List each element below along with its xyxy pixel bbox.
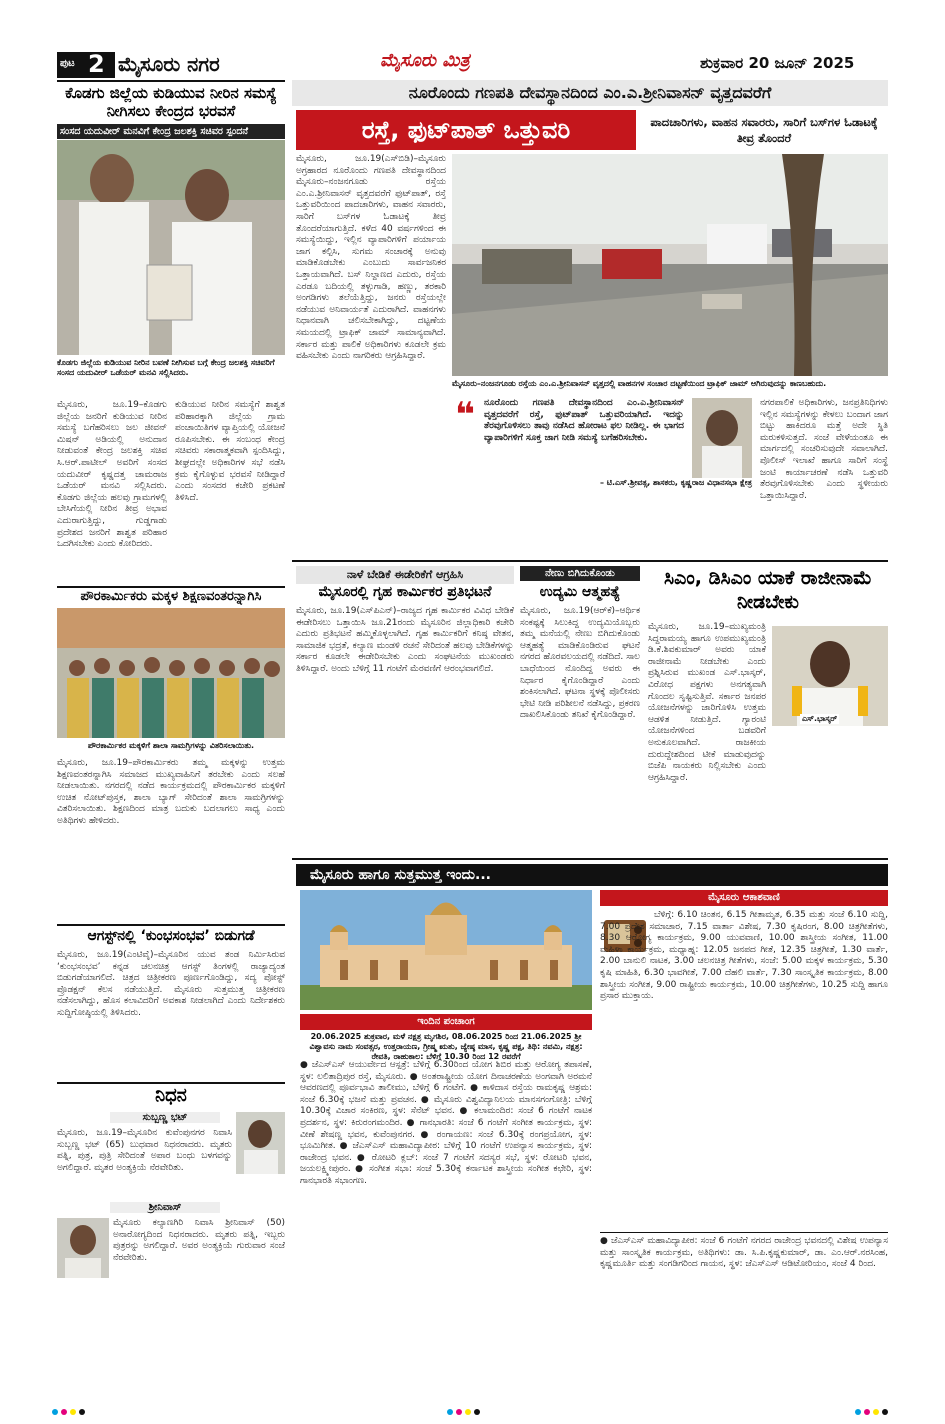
panchanga-title: ಇಂದಿನ ಪಂಚಾಂಗ xyxy=(300,1014,592,1030)
paper-logo: ಮೈಸೂರು ಮಿತ್ರ xyxy=(380,50,470,71)
photo-mysore-palace xyxy=(300,890,592,1010)
issue-date: ಶುಕ್ರವಾರ 20 ಜೂನ್ 2025 xyxy=(700,54,855,72)
obituary-1-body: ಮೈಸೂರು, ಜೂ.19–ಮೈಸೂರಿನ ಕುವೆಂಪುನಗರ ನಿವಾಸಿ ಸುಬ್ಬಣ್ಣ ಭಟ್ (65) ಬುಧವಾರ ನಿಧನರಾದರು. ಮೃತರು ಪತ್ನಿ, ಪುತ್ರ, ಪುತ್ರಿ ಸೇರಿದಂತೆ ಅಪಾರ ಬಂಧು ಬಳಗವನ್ನು ಅಗಲಿದ್ದಾರೆ. ಮೃತರ ಅಂತ್ಯಕ್ರಿಯೆ ನೆರವೇರಿತು. xyxy=(57,1128,232,1173)
second-row-bottom-rule xyxy=(292,858,888,860)
cm-body: ಮೈಸೂರು, ಜೂ.19–ಮುಖ್ಯಮಂತ್ರಿ ಸಿದ್ದರಾಮಯ್ಯ ಹಾಗೂ ಉಪಮುಖ್ಯಮಂತ್ರಿ ಡಿ.ಕೆ.ಶಿವಕುಮಾರ್ ಅವರು ಯಾಕೆ ರಾಜೀನಾಮೆ ನೀಡಬೇಕು ಎಂದು ಪ್ರಶ್ನಿಸಿರುವ ಮುಖಂಡ ಎಸ್.ಭಾಸ್ಕರ್, ವಿರೋಧ ಪಕ್ಷಗಳು ಅನಗತ್ಯವಾಗಿ ಗೊಂದಲ ಸೃಷ್ಟಿಸುತ್ತಿವೆ. ಸರ್ಕಾರ ಜನಪರ ಯೋಜನೆಗಳನ್ನು ಜಾರಿಗೊಳಿಸಿ ಉತ್ತಮ ಆಡಳಿತ ನೀಡುತ್ತಿದೆ. ಗ್ಯಾರಂಟಿ ಯೋಜನೆಗಳಿಂದ ಬಡವರಿಗೆ ಅನುಕೂಲವಾಗಿದೆ. ರಾಜಕೀಯ ದುರುದ್ದೇಶದಿಂದ ಟೀಕೆ ಮಾಡುವುದನ್ನು ಬಿಜೆಪಿ ನಾಯಕರು ನಿಲ್ಲಿಸಬೇಕು ಎಂದು ಆಗ್ರಹಿಸಿದ್ದಾರೆ. xyxy=(648,622,766,783)
top-story-bottom-rule xyxy=(292,560,888,562)
obituary-rule xyxy=(57,1082,285,1084)
suicide-headline: ಉದ್ಯಮಿ ಆತ್ಮಹತ್ಯೆ xyxy=(539,584,621,600)
left-story-subhead: ಸಂಸದ ಯದುವೀರ್ ಮನವಿಗೆ ಕೇಂದ್ರ ಜಲಶಕ್ತಿ ಸಚಿವರ ಸ್ಪಂದನೆ xyxy=(57,124,285,139)
photo-obituary-1 xyxy=(236,1112,285,1174)
obituary-1-name: ಸುಬ್ಬಣ್ಣ ಭಟ್ xyxy=(110,1112,220,1123)
kumbha-rule xyxy=(57,924,285,926)
print-registration-marks xyxy=(50,1402,895,1412)
events-list: ● ಜೆಎಸ್‌ಎಸ್ ಆಯುರ್ವೇದ ಆಸ್ಪತ್ರೆ: ಬೆಳಿಗ್ಗೆ 6.30ರಿಂದ ಯೋಗ ಶಿಬಿರ ಮತ್ತು ಆರೋಗ್ಯ ತಪಾಸಣೆ, ಸ್ಥಳ: ಲಲಿತಾದ್ರಿಪುರ ರಸ್ತೆ, ಮೈಸೂರು. ● ಅಂತರಾಷ್ಟ್ರೀಯ ಯೋಗ ದಿನಾಚರಣೆಯ ಅಂಗವಾಗಿ ಅರಮನೆ ಆವರಣದಲ್ಲಿ ಪೂರ್ವಭಾವಿ ತಾಲೀಮು, ಬೆಳಿಗ್ಗೆ 6 ಗಂಟೆಗೆ. ● ಕಾಳಿದಾಸ ರಸ್ತೆಯ ರಾಮಕೃಷ್ಣ ಆಶ್ರಮ: ಸಂಜೆ 6.30ಕ್ಕೆ ಭಜನೆ ಮತ್ತು ಪ್ರವಚನ. ● ಮೈಸೂರು ವಿಶ್ವವಿದ್ಯಾನಿಲಯ ಮಾನಸಗಂಗೋತ್ರಿ: ಬೆಳಿಗ್ಗೆ 10.30ಕ್ಕೆ ವಿಚಾರ ಸಂಕಿರಣ, ಸ್ಥಳ: ಸೆನೆಟ್ ಭವನ. ● ಕಲಾಮಂದಿರ: ಸಂಜೆ 6 ಗಂಟೆಗೆ ನಾಟಕ ಪ್ರದರ್ಶನ, ಸ್ಥಳ: ಕಿರುರಂಗಮಂದಿರ. ● ಗಾನಭಾರತಿ: ಸಂಜೆ 6 ಗಂಟೆಗೆ ಸಂಗೀತ ಕಾರ್ಯಕ್ರಮ, ಸ್ಥಳ: ವೀಣೆ ಶೇಷಣ್ಣ ಭವನ, ಕುವೆಂಪುನಗರ. ● ರಂಗಾಯಣ: ಸಂಜೆ 6.30ಕ್ಕೆ ರಂಗಪ್ರಯೋಗ, ಸ್ಥಳ: ಭೂಮಿಗೀತ. ● ಜೆಎಸ್‌ಎಸ್ ಮಹಾವಿದ್ಯಾಪೀಠ: ಬೆಳಿಗ್ಗೆ 10 ಗಂಟೆಗೆ ಉಪನ್ಯಾಸ ಕಾರ್ಯಕ್ರಮ, ಸ್ಥಳ: ರಾಜೇಂದ್ರ ಭವನ. ● ರೋಟರಿ ಕ್ಲಬ್: ಸಂಜೆ 7 ಗಂಟೆಗೆ ಸದಸ್ಯರ ಸಭೆ, ಸ್ಥಳ: ರೋಟರಿ ಭವನ, ಜಯಲಕ್ಷ್ಮೀಪುರಂ. ● ಸಂಗೀತ ಸಭಾ: ಸಂಜೆ 5.30ಕ್ಕೆ ಕರ್ನಾಟಕ ಶಾಸ್ತ್ರೀಯ ಸಂಗೀತ ಕಛೇರಿ, ಸ್ಥಳ: ಗಾನಭಾರತಿ ಸಭಾಂಗಣ. xyxy=(300,1060,592,1186)
photo-pourakarmika-group xyxy=(57,608,285,738)
kumbha-body: ಮೈಸೂರು, ಜೂ.19(ಎಂಟಿವೈ)–ಮೈಸೂರಿನ ಯುವ ತಂಡ ನಿರ್ಮಿಸಿರುವ ‘ಕುಂಭಸಂಭವ’ ಕನ್ನಡ ಚಲನಚಿತ್ರ ಆಗಸ್ಟ್ ತಿಂಗಳಲ್ಲಿ ರಾಜ್ಯಾದ್ಯಂತ ಬಿಡುಗಡೆಯಾಗಲಿದೆ. ಚಿತ್ರದ ಚಿತ್ರೀಕರಣ ಪೂರ್ಣಗೊಂಡಿದ್ದು, ಸದ್ಯ ಪೋಸ್ಟ್ ಪ್ರೊಡಕ್ಷನ್ ಕೆಲಸ ನಡೆಯುತ್ತಿದೆ. ಮೈಸೂರು ಸುತ್ತಮುತ್ತ ಚಿತ್ರೀಕರಣ ನಡೆಸಲಾಗಿದ್ದು, ಹೊಸ ಕಲಾವಿದರಿಗೆ ಅವಕಾಶ ನೀಡಲಾಗಿದೆ ಎಂದು ನಿರ್ದೇಶಕರು ಸುದ್ದಿಗೋಷ್ಠಿಯಲ್ಲಿ ತಿಳಿಸಿದರು. xyxy=(57,950,285,1018)
masthead xyxy=(0,0,945,78)
pourakarmika-headline: ಪೌರಕಾರ್ಮಿಕರು ಮಕ್ಕಳ ಶಿಕ್ಷಣವಂತರನ್ನಾಗಿಸಿ xyxy=(80,589,262,604)
top-story-quote: ನೂರೊಂದು ಗಣಪತಿ ದೇವಸ್ಥಾನದಿಂದ ಎಂ.ಎ.ಶ್ರೀನಿವಾಸನ್ ವೃತ್ತದವರೆಗೆ ರಸ್ತೆ, ಫುಟ್‌ಪಾತ್ ಒತ್ತುವರಿಯಾಗಿದೆ. ಇದನ್ನು ತೆರವುಗೊಳಿಸಲು ತಾವು ನಡೆಸಿದ ಹೋರಾಟ ಫಲ ನೀಡಿಲ್ಲ. ಈ ಭಾಗದ ವ್ಯಾಪಾರಿಗಳಿಗೆ ಸೂಕ್ತ ಜಾಗ ನೀಡಿ ಸಮಸ್ಯೆ ಬಗೆಹರಿಸಬೇಕು. xyxy=(484,398,684,443)
bhaskar-photo-label: ಎಸ್.ಭಾಸ್ಕರ್ xyxy=(802,714,838,723)
suicide-kicker: ನೇಣು ಬಿಗಿದುಕೊಂಡು xyxy=(520,566,640,581)
top-story-kicker: ನೂರೊಂದು ಗಣಪತಿ ದೇವಸ್ಥಾನದಿಂದ ಎಂ.ಎ.ಶ್ರೀನಿವಾಸನ್ ವೃತ್ತದವರೆಗೆ xyxy=(292,80,888,106)
top-story-photo-caption: ಮೈಸೂರು–ನಂಜನಗೂಡು ರಸ್ತೆಯ ಎಂ.ಎ.ಶ್ರೀನಿವಾಸನ್ ವೃತ್ತದಲ್ಲಿ ವಾಹನಗಳ ಸಂಚಾರ ದಟ್ಟಣೆಯಿಂದ ಟ್ರಾಫಿಕ್ ಜಾಮ್ ಆಗಿರುವುದನ್ನು ಕಾಣಬಹುದು. xyxy=(452,379,827,388)
photo-road-encroachment xyxy=(452,154,888,376)
left-story-body-2: ಕುಡಿಯುವ ನೀರಿನ ಸಮಸ್ಯೆಗೆ ಶಾಶ್ವತ ಪರಿಹಾರಕ್ಕಾಗಿ ಜಿಲ್ಲೆಯ ಗ್ರಾಮ ಪಂಚಾಯಿತಿಗಳ ವ್ಯಾಪ್ತಿಯಲ್ಲಿ ಯೋಜನೆ ರೂಪಿಸಬೇಕು. ಈ ಸಂಬಂಧ ಕೇಂದ್ರ ಸಚಿವರು ಸಕಾರಾತ್ಮಕವಾಗಿ ಸ್ಪಂದಿಸಿದ್ದು, ಶೀಘ್ರದಲ್ಲೇ ಅಧಿಕಾರಿಗಳ ಸಭೆ ನಡೆಸಿ ಕ್ರಮ ಕೈಗೊಳ್ಳುವ ಭರವಸೆ ನೀಡಿದ್ದಾರೆ ಎಂದು ಸಂಸದರ ಕಚೇರಿ ಪ್ರಕಟಣೆ ತಿಳಿಸಿದೆ. xyxy=(175,400,285,503)
events-bottom: ● ಜೆಎಸ್‌ಎಸ್ ಮಹಾವಿದ್ಯಾಪೀಠ: ಸಂಜೆ 6 ಗಂಟೆಗೆ ನಗರದ ರಾಜೇಂದ್ರ ಭವನದಲ್ಲಿ ವಿಶೇಷ ಉಪನ್ಯಾಸ ಮತ್ತು ಸಾಂಸ್ಕೃತಿಕ ಕಾರ್ಯಕ್ರಮ, ಅತಿಥಿಗಳು: ಡಾ. ಸಿ.ಪಿ.ಕೃಷ್ಣಕುಮಾರ್, ಡಾ. ಎಂ.ಆರ್.ನರಸಿಂಹ, ಕೃಷ್ಣಮೂರ್ತಿ ಮತ್ತು ಸಂಗಡಿಗರಿಂದ ಗಾಯನ, ಸ್ಥಳ: ಜೆಎಸ್‌ಎಸ್ ಆಡಿಟೋರಿಯಂ, ಸಂಜೆ 4 ರಿಂದ. xyxy=(600,1236,888,1270)
kumbha-headline: ಆಗಸ್ಟ್‌ನಲ್ಲಿ ‘ಕುಂಭಸಂಭವ’ ಬಿಡುಗಡೆ xyxy=(87,928,255,944)
cm-headline: ಸಿಎಂ, ಡಿಸಿಎಂ ಯಾಕೆ ರಾಜೀನಾಮೆ ನೀಡಬೇಕು xyxy=(664,567,872,613)
page-word: ಪುಟ xyxy=(60,58,75,69)
pourakarmika-body: ಮೈಸೂರು, ಜೂ.19–ಪೌರಕಾರ್ಮಿಕರು ತಮ್ಮ ಮಕ್ಕಳನ್ನು ಉತ್ತಮ ಶಿಕ್ಷಣವಂತರನ್ನಾಗಿಸಿ ಸಮಾಜದ ಮುಖ್ಯವಾಹಿನಿಗೆ ತರಬೇಕು ಎಂದು ಸಲಹೆ ನೀಡಲಾಯಿತು. ನಗರದಲ್ಲಿ ನಡೆದ ಕಾರ್ಯಕ್ರಮದಲ್ಲಿ ಪೌರಕಾರ್ಮಿಕರ ಮಕ್ಕಳಿಗೆ ಉಚಿತ ನೋಟ್‌ಪುಸ್ತಕ, ಶಾಲಾ ಬ್ಯಾಗ್ ಸೇರಿದಂತೆ ಶಾಲಾ ಸಾಮಗ್ರಿಗಳನ್ನು ವಿತರಿಸಲಾಯಿತು. ಶಿಕ್ಷಣದಿಂದ ಮಾತ್ರ ಬದುಕು ಬದಲಾಗಲು ಸಾಧ್ಯ ಎಂದು ಅತಿಥಿಗಳು ಹೇಳಿದರು. xyxy=(57,758,285,826)
photo-mp-meeting xyxy=(57,140,285,355)
radio-schedule: ಬೆಳಿಗ್ಗೆ: 6.10 ಚಿಂತನ, 6.15 ಗೀತಾಮೃತ, 6.35 ಮತ್ತು ಸಂಜೆ 6.10 ಸುದ್ದಿ, 7.00 ಪ್ರದೇಶ ಸಮಾಚಾರ, 7.15 ವಾರ್ತಾ ವಿಶೇಷ, 7.30 ಕೃಷಿರಂಗ, 8.00 ಚಿತ್ರಗೀತೆಗಳು, 8.30 ಆರೋಗ್ಯ ಕಾರ್ಯಕ್ರಮ, 9.00 ಯುವವಾಣಿ, 10.00 ಶಾಸ್ತ್ರೀಯ ಸಂಗೀತ, 11.00 ಮಹಿಳಾ ಕಾರ್ಯಕ್ರಮ, ಮಧ್ಯಾಹ್ನ: 12.05 ಜನಪದ ಗೀತೆ, 12.35 ಚಿತ್ರಗೀತೆ, 1.30 ವಾರ್ತೆ, 2.00 ಬಾನುಲಿ ನಾಟಕ, 3.00 ಚಲನಚಿತ್ರ ಗೀತೆಗಳು, ಸಂಜೆ: 5.00 ಮಕ್ಕಳ ಕಾರ್ಯಕ್ರಮ, 5.30 ಕೃಷಿ ಮಾಹಿತಿ, 6.30 ಭಾವಗೀತೆ, 7.00 ದೆಹಲಿ ವಾರ್ತೆ, 7.30 ಸಾಂಸ್ಕೃತಿಕ ಕಾರ್ಯಕ್ರಮ, 8.00 ಶಾಸ್ತ್ರೀಯ ಸಂಗೀತ, 9.00 ರಾಷ್ಟ್ರೀಯ ಕಾರ್ಯಕ್ರಮ, 10.00 ಚಿತ್ರಗೀತೆಗಳು, 10.25 ಸುದ್ದಿ ಹಾಗೂ ಪ್ರಸಾರ ಮುಕ್ತಾಯ. xyxy=(600,910,888,1002)
photo-mla xyxy=(692,398,752,478)
section-title: ಮೈಸೂರು ನಗರ xyxy=(118,52,220,76)
quote-mark: ❝ xyxy=(455,395,475,435)
left-story-headline: ಕೊಡಗು ಜಿಲ್ಲೆಯ ಕುಡಿಯುವ ನೀರಿನ ಸಮಸ್ಯೆ ನೀಗಿಸಲು ಕೇಂದ್ರದ ಭರವಸೆ xyxy=(65,84,277,120)
left-mid-rule xyxy=(57,586,285,588)
photo-bhaskar xyxy=(772,626,888,726)
obituary-2-name: ಶ್ರೀನಿವಾಸ್ xyxy=(110,1202,220,1213)
panchanga-text: 20.06.2025 ಶುಕ್ರವಾರ, ಮಳೆ ನಕ್ಷತ್ರ ಮೃಗಶಿರ, 08.06.2025 ರಿಂದ 21.06.2025 ಶ್ರೀ ವಿಶ್ವಾವಸು ನಾಮ ಸಂವತ್ಸರ, ಉತ್ತರಾಯಣ, ಗ್ರೀಷ್ಮ ಋತು, ಜ್ಯೇಷ್ಠ ಮಾಸ, ಕೃಷ್ಣ ಪಕ್ಷ, ತಿಥಿ: ನವಮಿ, ನಕ್ಷತ್ರ: ರೇವತಿ, ರಾಹುಕಾಲ: ಬೆಳಿಗ್ಗೆ 10.30 ರಿಂದ 12 ರವರೆಗೆ xyxy=(309,1032,583,1061)
top-story-body: ಮೈಸೂರು, ಜೂ.19(ಎಸ್‌ಬಿಡಿ)–ಮೈಸೂರು ಅಗ್ರಹಾರದ ನೂರೊಂದು ಗಣಪತಿ ದೇವಸ್ಥಾನದಿಂದ ಮೈಸೂರು–ನಂಜನಗೂಡು ರಸ್ತೆಯ ಎಂ.ಎ.ಶ್ರೀನಿವಾಸನ್ ವೃತ್ತದವರೆಗೆ ಫುಟ್‌ಪಾತ್, ರಸ್ತೆ ಒತ್ತುವರಿಯಿಂದ ಪಾದಚಾರಿಗಳು, ವಾಹನ ಸವಾರರು, ಸಾರಿಗೆ ಬಸ್‌ಗಳ ಓಡಾಟಕ್ಕೆ ತೀವ್ರ ತೊಂದರೆಯಾಗುತ್ತಿದೆ. ಕಳೆದ 40 ವರ್ಷಗಳಿಂದ ಈ ಸಮಸ್ಯೆಯಿದ್ದು, ಇಲ್ಲಿನ ವ್ಯಾಪಾರಿಗಳಿಗೆ ಪರ್ಯಾಯ ಜಾಗ ಕಲ್ಪಿಸಿ, ಸುಗಮ ಸಂಚಾರಕ್ಕೆ ಅನುವು ಮಾಡಿಕೊಡಬೇಕು ಎಂಬುದು ಸಾರ್ವಜನಿಕರ ಒತ್ತಾಯವಾಗಿದೆ. ಬಸ್ ನಿಲ್ದಾಣದ ಎದುರು, ರಸ್ತೆಯ ಎರಡೂ ಬದಿಯಲ್ಲಿ ತಳ್ಳುಗಾಡಿ, ಹಣ್ಣು, ತರಕಾರಿ ಅಂಗಡಿಗಳು ತಲೆಯೆತ್ತಿದ್ದು, ಜನರು ರಸ್ತೆಯಲ್ಲೇ ನಡೆಯುವ ಅನಿವಾರ್ಯತೆ ಎದುರಾಗಿದೆ. ವಾಹನಗಳು ನಿಧಾನವಾಗಿ ಚಲಿಸಬೇಕಾಗಿದ್ದು, ದಟ್ಟಣೆಯ ಸಮಯದಲ್ಲಿ ಟ್ರಾಫಿಕ್ ಜಾಮ್ ಸಾಮಾನ್ಯವಾಗಿದೆ. ಸರ್ಕಾರ ಮತ್ತು ಪಾಲಿಕೆ ಅಧಿಕಾರಿಗಳು ಕೂಡಲೇ ಕ್ರಮ ವಹಿಸಬೇಕು ಎಂದು ನಾಗರಿಕರು ಆಗ್ರಹಿಸಿದ್ದಾರೆ. xyxy=(296,154,446,362)
events-bottom-rule xyxy=(600,1232,888,1233)
top-story-headline: ರಸ್ತೆ, ಫುಟ್‌ಪಾತ್ ಒತ್ತುವರಿ xyxy=(296,110,636,150)
suicide-body: ಮೈಸೂರು, ಜೂ.19(ಆರ್‌ಕೆ)–ಆರ್ಥಿಕ ಸಂಕಷ್ಟಕ್ಕೆ ಸಿಲುಕಿದ್ದ ಉದ್ಯಮಿಯೊಬ್ಬರು ತಮ್ಮ ಮನೆಯಲ್ಲಿ ನೇಣು ಬಿಗಿದುಕೊಂಡು ಆತ್ಮಹತ್ಯೆ ಮಾಡಿಕೊಂಡಿರುವ ಘಟನೆ ನಗರದ ಹೊರವಲಯದಲ್ಲಿ ನಡೆದಿದೆ. ಸಾಲ ಬಾಧೆಯಿಂದ ನೊಂದಿದ್ದ ಅವರು ಈ ನಿರ್ಧಾರ ಕೈಗೊಂಡಿದ್ದಾರೆ ಎಂದು ಶಂಕಿಸಲಾಗಿದೆ. ಘಟನಾ ಸ್ಥಳಕ್ಕೆ ಪೊಲೀಸರು ಭೇಟಿ ನೀಡಿ ಪರಿಶೀಲನೆ ನಡೆಸಿದ್ದು, ಪ್ರಕರಣ ದಾಖಲಿಸಿಕೊಂಡು ತನಿಖೆ ಕೈಗೊಂಡಿದ್ದಾರೆ. xyxy=(520,606,640,721)
protest-kicker: ನಾಳೆ ಬೇಡಿಕೆ ಈಡೇರಿಕೆಗೆ ಆಗ್ರಹಿಸಿ xyxy=(296,566,514,584)
page-number: 2 xyxy=(88,50,105,78)
events-banner: ಮೈಸೂರು ಹಾಗೂ ಸುತ್ತಮುತ್ತ ಇಂದು... xyxy=(296,864,888,886)
left-top-rule xyxy=(57,80,285,82)
pourakarmika-caption: ಪೌರಕಾರ್ಮಿಕರ ಮಕ್ಕಳಿಗೆ ಶಾಲಾ ಸಾಮಗ್ರಿಗಳನ್ನು ವಿತರಿಸಲಾಯಿತು. xyxy=(87,741,255,750)
top-story-subhead: ಪಾದಚಾರಿಗಳು, ವಾಹನ ಸವಾರರು, ಸಾರಿಗೆ ಬಸ್‌ಗಳ ಓಡಾಟಕ್ಕೆ ತೀವ್ರ ತೊಂದರೆ xyxy=(650,115,878,145)
top-story-body-2: ನಗರಪಾಲಿಕೆ ಅಧಿಕಾರಿಗಳು, ಜನಪ್ರತಿನಿಧಿಗಳು ಇಲ್ಲಿನ ಸಮಸ್ಯೆಗಳನ್ನು ಕೇಳಲು ಬಂದಾಗ ಜಾಗ ಬಿಟ್ಟು ಹಾಕಿದರೂ ಮತ್ತೆ ಅದೇ ಸ್ಥಿತಿ ಮರುಕಳಿಸುತ್ತದೆ. ಸಂಜೆ ವೇಳೆಯಂತೂ ಈ ಮಾರ್ಗದಲ್ಲಿ ಸಂಚರಿಸುವುದೇ ಸವಾಲಾಗಿದೆ. ಪೊಲೀಸ್ ಇಲಾಖೆ ಹಾಗೂ ಸಾರಿಗೆ ಸಂಸ್ಥೆ ಜಂಟಿ ಕಾರ್ಯಾಚರಣೆ ನಡೆಸಿ ಒತ್ತುವರಿ ತೆರವುಗೊಳಿಸಬೇಕು ಎಂದು ಸ್ಥಳೀಯರು ಒತ್ತಾಯಿಸಿದ್ದಾರೆ. xyxy=(760,398,888,501)
left-story-caption: ಕೊಡಗು ಜಿಲ್ಲೆಯ ಕುಡಿಯುವ ನೀರಿನ ಬವಣೆ ನೀಗಿಸುವ ಬಗ್ಗೆ ಕೇಂದ್ರ ಜಲಶಕ್ತಿ ಸಚಿವರಿಗೆ ಸಂಸದ ಯದುವೀರ್ ಒಡೆಯರ್ ಮನವಿ ಸಲ್ಲಿಸಿದರು. xyxy=(57,358,275,377)
radio-title: ಮೈಸೂರು ಆಕಾಶವಾಣಿ xyxy=(600,890,888,906)
quote-author: – ಟಿ.ಎಸ್.ಶ್ರೀವತ್ಸ, ಶಾಸಕರು, ಕೃಷ್ಣರಾಜ ವಿಧಾನಸಭಾ ಕ್ಷೇತ್ರ xyxy=(599,478,752,487)
protest-headline: ಮೈಸೂರಲ್ಲಿ ಗೃಹ ಕಾರ್ಮಿಕರ ಪ್ರತಿಭಟನೆ xyxy=(318,584,492,600)
left-story-body-1: ಮೈಸೂರು, ಜೂ.19–ಕೊಡಗು ಜಿಲ್ಲೆಯ ಜನರಿಗೆ ಕುಡಿಯುವ ನೀರಿನ ಸಮಸ್ಯೆ ಬಗೆಹರಿಸಲು ಜಲ ಜೀವನ್ ಮಿಷನ್ ಅಡಿಯಲ್ಲಿ ಅನುದಾನ ನೀಡುವಂತೆ ಕೇಂದ್ರ ಜಲಶಕ್ತಿ ಸಚಿವ ಸಿ.ಆರ್.ಪಾಟೀಲ್ ಅವರಿಗೆ ಸಂಸದ ಯದುವೀರ್ ಕೃಷ್ಣದತ್ತ ಚಾಮರಾಜ ಒಡೆಯರ್ ಮನವಿ ಸಲ್ಲಿಸಿದರು. ಕೊಡಗು ಜಿಲ್ಲೆಯ ಹಲವು ಗ್ರಾಮಗಳಲ್ಲಿ ಬೇಸಿಗೆಯಲ್ಲಿ ನೀರಿನ ತೀವ್ರ ಅಭಾವ ಎದುರಾಗುತ್ತಿದ್ದು, ಗುಡ್ಡಗಾಡು ಪ್ರದೇಶದ ಜನರಿಗೆ ಶಾಶ್ವತ ಪರಿಹಾರ ಒದಗಿಸಬೇಕು ಎಂದು ಕೋರಿದರು. xyxy=(57,400,167,550)
protest-body: ಮೈಸೂರು, ಜೂ.19(ಎಸ್‌ಪಿಎನ್)–ರಾಜ್ಯದ ಗೃಹ ಕಾರ್ಮಿಕರ ವಿವಿಧ ಬೇಡಿಕೆ ಈಡೇರಿಸಲು ಒತ್ತಾಯಿಸಿ ಜೂ.21ರಂದು ಮೈಸೂರಿನ ಜಿಲ್ಲಾಧಿಕಾರಿ ಕಚೇರಿ ಎದುರು ಪ್ರತಿಭಟನೆ ಹಮ್ಮಿಕೊಳ್ಳಲಾಗಿದೆ. ಗೃಹ ಕಾರ್ಮಿಕರಿಗೆ ಕನಿಷ್ಠ ವೇತನ, ಸಾಮಾಜಿಕ ಭದ್ರತೆ, ಕಲ್ಯಾಣ ಮಂಡಳಿ ರಚನೆ ಸೇರಿದಂತೆ ಹಲವು ಬೇಡಿಕೆಗಳನ್ನು ಸರ್ಕಾರ ಕೂಡಲೇ ಈಡೇರಿಸಬೇಕು ಎಂದು ಸಂಘಟನೆಯ ಮುಖಂಡರು ತಿಳಿಸಿದ್ದಾರೆ. ಅಂದು ಬೆಳಿಗ್ಗೆ 11 ಗಂಟೆಗೆ ಮೆರವಣಿಗೆ ಆರಂಭವಾಗಲಿದೆ. xyxy=(296,606,514,674)
photo-obituary-2 xyxy=(57,1218,109,1278)
obituary-2-body: ಮೈಸೂರು ಕಲ್ಯಾಣಗಿರಿ ನಿವಾಸಿ ಶ್ರೀನಿವಾಸ್ (50) ಅನಾರೋಗ್ಯದಿಂದ ನಿಧನರಾದರು. ಮೃತರು ಪತ್ನಿ, ಇಬ್ಬರು ಪುತ್ರರನ್ನು ಅಗಲಿದ್ದಾರೆ. ಅವರ ಅಂತ್ಯಕ್ರಿಯೆ ಗುರುವಾರ ಸಂಜೆ ನೆರವೇರಿತು. xyxy=(113,1218,285,1263)
obituary-title: ನಿಧನ xyxy=(155,1085,187,1106)
